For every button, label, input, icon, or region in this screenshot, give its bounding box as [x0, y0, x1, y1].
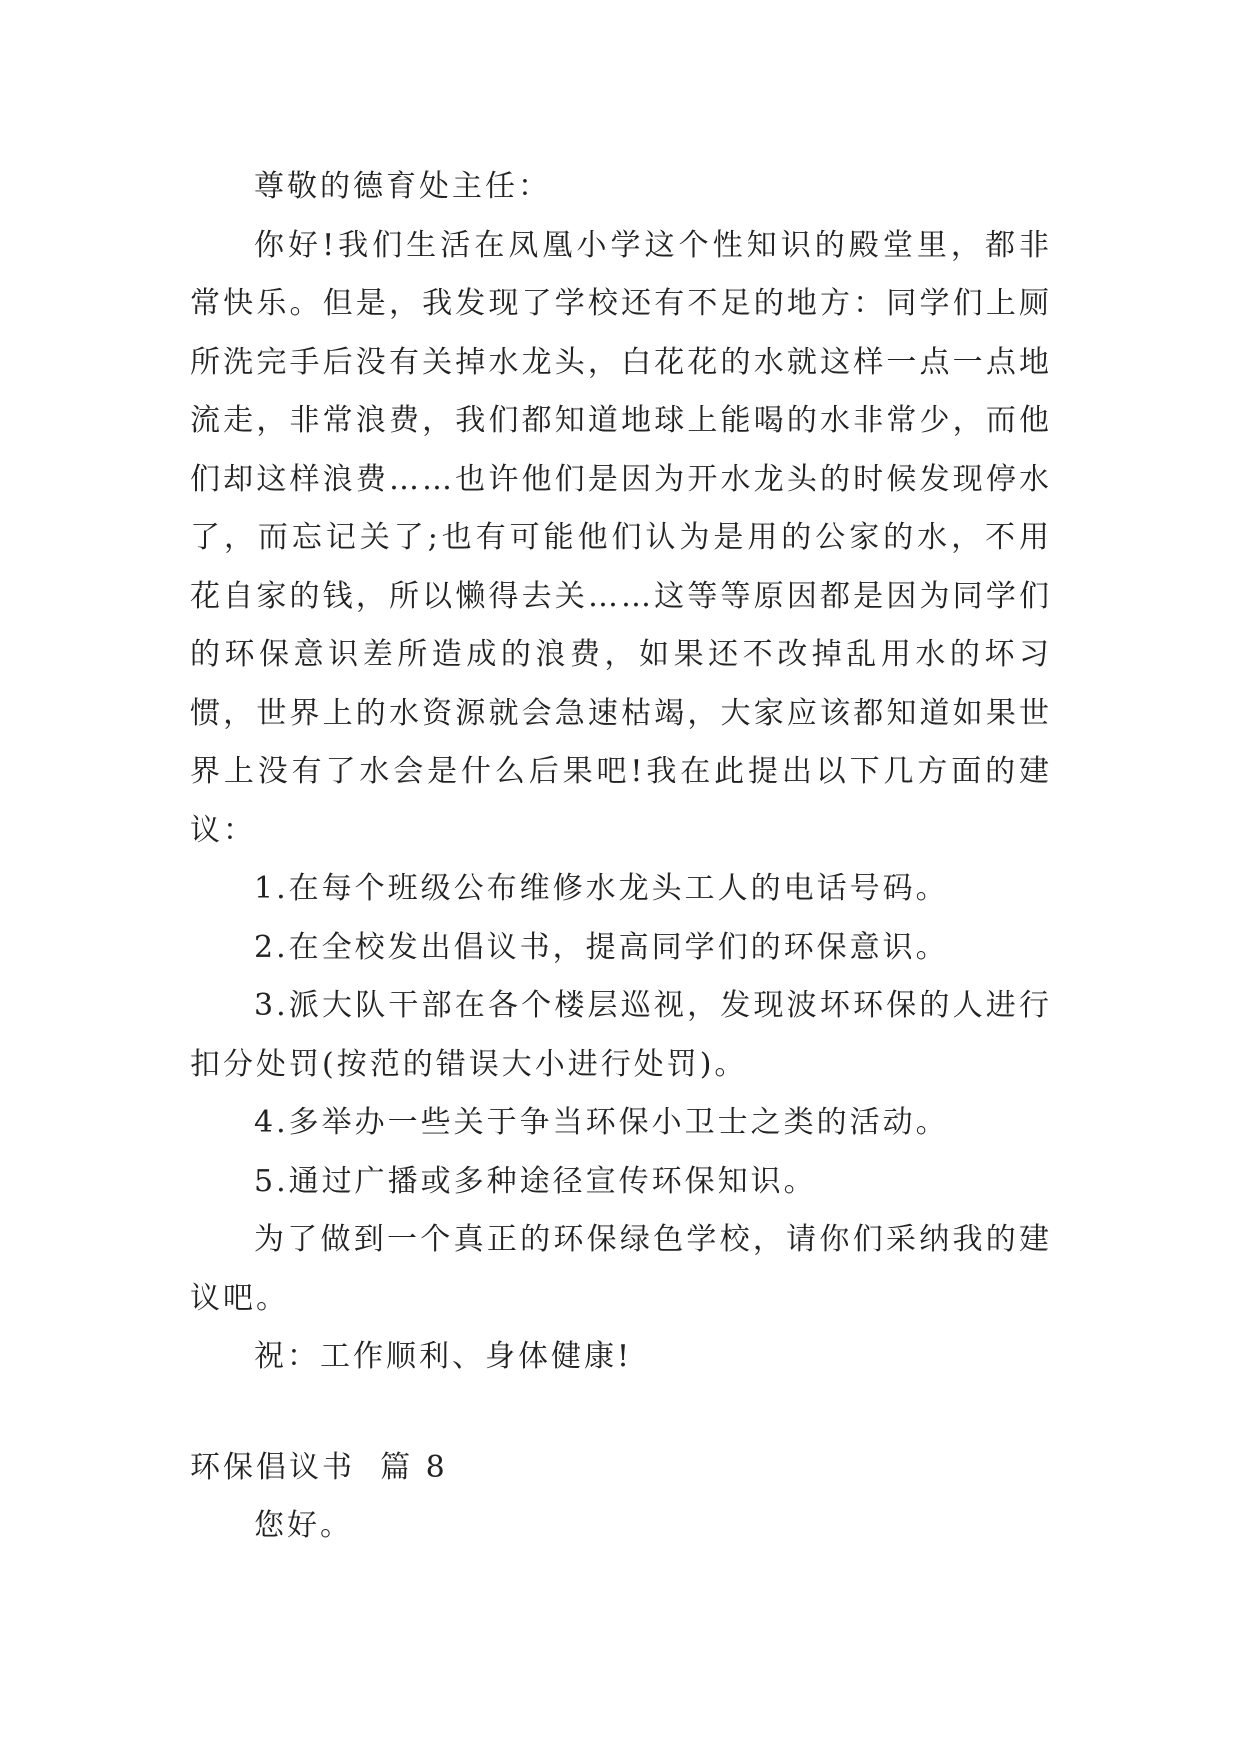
closing-paragraph: 为了做到一个真正的环保绿色学校，请你们采纳我的建议吧。	[190, 1222, 1052, 1316]
suggestion-item-5: 5.通过广播或多种途径宣传环保知识。	[254, 1163, 817, 1199]
suggestion-item-1: 1.在每个班级公布维修水龙头工人的电话号码。	[254, 871, 949, 906]
section-greeting: 您好。	[254, 1508, 353, 1543]
wish-line: 祝：工作顺利、身体健康!	[254, 1339, 633, 1374]
suggestion-item-2: 2.在全校发出倡议书，提高同学们的环保意识。	[254, 929, 949, 965]
suggestion-item-4: 4.多举办一些关于争当环保小卫士之类的活动。	[254, 1105, 949, 1140]
suggestion-item-3: 3.派大队干部在各个楼层巡视，发现波坏环保的人进行扣分处罚(按范的错误大小进行处罚)。	[190, 988, 1052, 1082]
body-paragraph: 你好!我们生活在凤凰小学这个性知识的殿堂里，都非常快乐。但是，我发现了学校还有不足的地方：同学们上厕所洗完手后没有关掉水龙头，白花花的水就这样一点一点地流走，非常浪费，我们都知道地球上能喝的水非常少，而他们却这样浪费……也许他们是因为开水龙头的时候发现停水了，而忘记关了;也有可能他们认为是用的公家的水，不用花自家的钱，所以懒得去关……这等等原因都是因为同学们的环保意识差所造成的浪费，如果还不改掉乱用水的坏习惯，世界上的水资源就会急速枯竭，大家应该都知道如果世界上没有了水会是什么后果吧!我在此提出以下几方面的建议：	[190, 227, 1052, 848]
document-body	[190, 158, 1052, 1556]
salutation: 尊敬的德育处主任：	[254, 169, 551, 204]
section-title: 环保倡议书 篇 8	[190, 1449, 448, 1485]
